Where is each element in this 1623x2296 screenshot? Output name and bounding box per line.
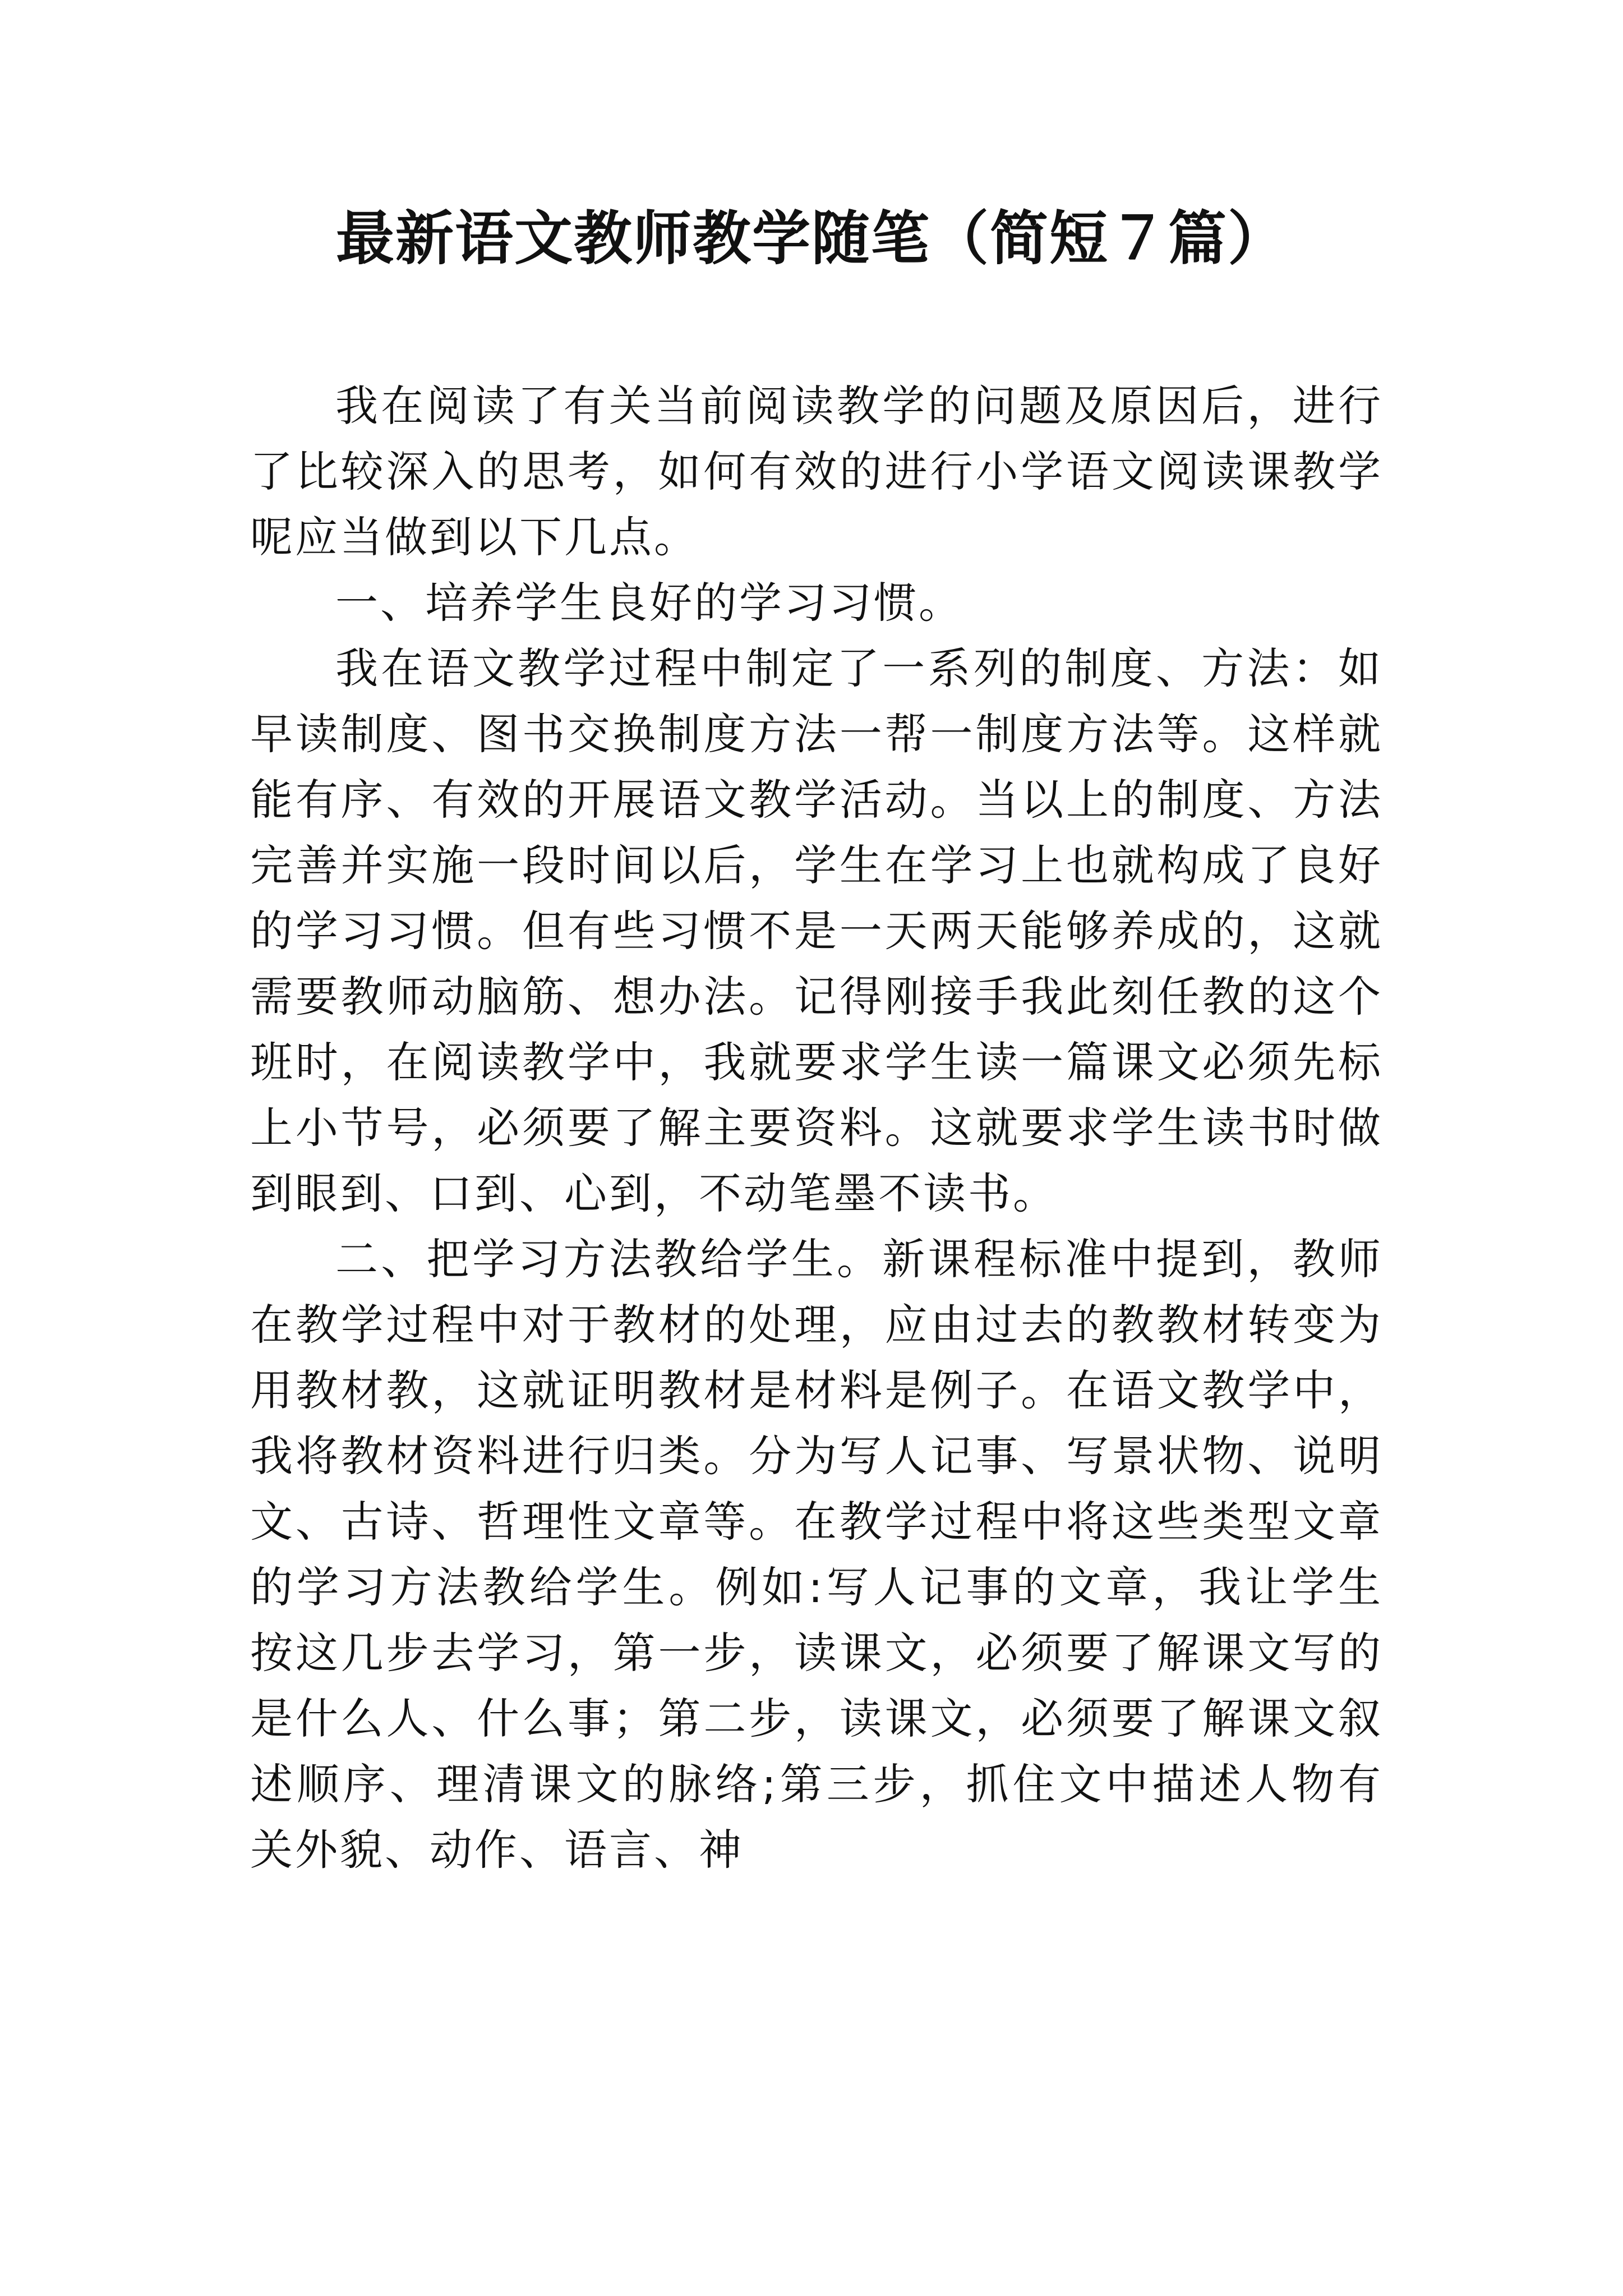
page-title: 最新语文教师教学随笔（简短７篇）	[335, 204, 1287, 273]
paragraph-intro: 我在阅读了有关当前阅读教学的问题及原因后，进行了比较深入的思考，如何有效的进行小学语文阅读课教学呢应当做到以下几点。	[250, 381, 1383, 562]
document-body	[250, 342, 1383, 1883]
paragraph-habits: 我在语文教学过程中制定了一系列的制度、方法：如早读制度、图书交换制度方法一帮一制度方法等。这样就能有序、有效的开展语文教学活动。当以上的制度、方法完善并实施一段时间以后，学生在学习上也就构成了良好的学习习惯。但有些习惯不是一天两天能够养成的，这就需要教师动脑筋、想办法。记得刚接手我此刻任教的这个班时，在阅读教学中，我就要求学生读一篇课文必须先标上小节号，必须要了解主要资料。这就要求学生读书时做到眼到、口到、心到，不动笔墨不读书。	[250, 643, 1383, 1218]
paragraph-methods: 二、把学习方法教给学生。新课程标准中提到，教师在教学过程中对于教材的处理，应由过去的教教材转变为用教材教，这就证明教材是材料是例子。在语文教学中，我将教材资料进行归类。分为写人记事、写景状物、说明文、古诗、哲理性文章等。在教学过程中将这些类型文章的学习方法教给学生。例如:写人记事的文章，我让学生按这几步去学习，第一步，读课文，必须要了解课文写的是什么人、什么事；第二步，读课文，必须要了解课文叙述顺序、理清课文的脉络;第三步，抓住文中描述人物有关外貌、动作、语言、神	[250, 1234, 1383, 1875]
paragraph-heading-1: 一、培养学生良好的学习习惯。	[335, 578, 963, 628]
